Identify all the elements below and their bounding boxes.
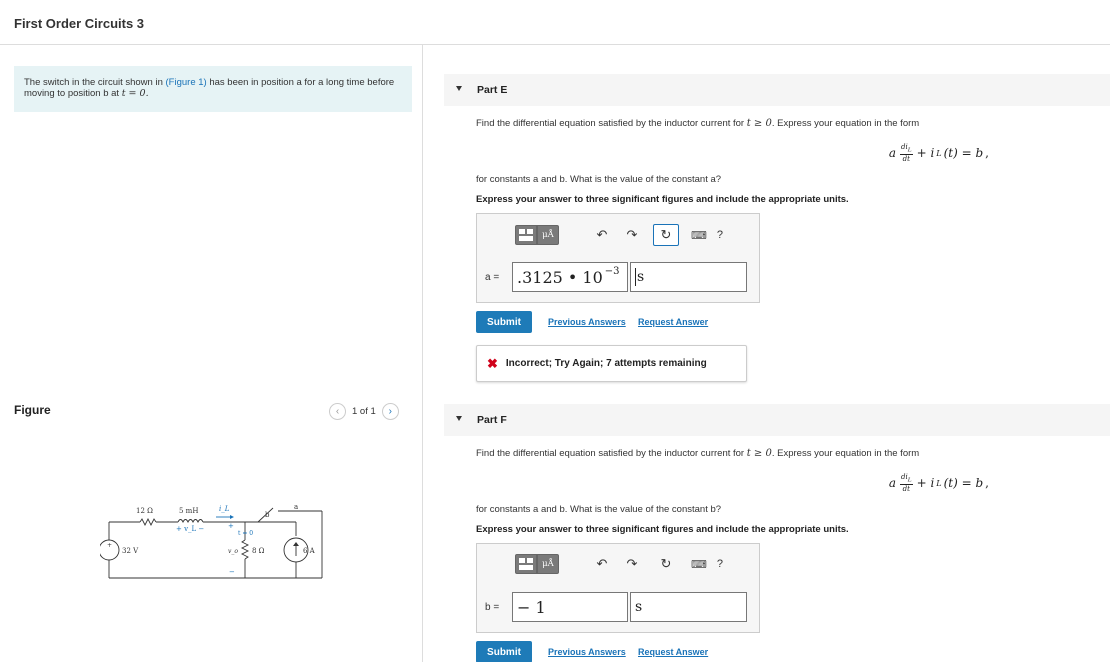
- eq-fraction: [900, 143, 913, 163]
- answer-unit-input[interactable]: [630, 262, 747, 292]
- minus-sign-vo: −: [229, 568, 235, 576]
- error-x-icon: ✖: [487, 355, 498, 371]
- eq-a: a: [888, 476, 896, 491]
- part-f-label: Part F: [477, 414, 507, 426]
- reset-icon[interactable]: ↻: [653, 224, 679, 246]
- keyboard-icon[interactable]: ⌨: [691, 229, 707, 242]
- eq-num: di: [900, 143, 908, 151]
- templates-icon: [519, 558, 533, 570]
- eq-den: dt: [902, 485, 910, 494]
- collapse-caret-icon[interactable]: [456, 416, 462, 421]
- vo-label: v_o: [228, 548, 239, 555]
- switch-b-label: b: [265, 511, 270, 519]
- previous-answers-link-f[interactable]: Previous Answers: [548, 647, 626, 657]
- q-intro: Find the differential equation satisfied by the inductor current for: [476, 448, 747, 459]
- part-e-instruction: Express your answer to three significant figures and include the appropriate units.: [476, 194, 849, 205]
- answer-value-text: .3125 • 10: [517, 267, 603, 287]
- next-figure-button[interactable]: ›: [382, 403, 399, 420]
- switch-a-label: a: [294, 503, 299, 511]
- eq-tail: (t) = b: [943, 476, 984, 491]
- answer-value-text: − 1: [517, 597, 546, 617]
- switch-time-label: t = 0: [238, 530, 254, 537]
- part-f-equation: [889, 473, 989, 493]
- redo-icon[interactable]: ↷: [626, 227, 638, 242]
- templates-button[interactable]: [515, 225, 537, 245]
- intro-text-cont: has been in position a for a long time before moving to position b at: [24, 77, 395, 99]
- q-condition: t ≥ 0: [746, 448, 772, 459]
- templates-button[interactable]: [515, 554, 537, 574]
- title-divider: [0, 44, 1110, 45]
- eq-num-sub: L: [907, 477, 912, 484]
- answer-value-input[interactable]: [512, 262, 628, 292]
- part-e-answer-panel: [476, 213, 760, 303]
- answer-value-input[interactable]: [512, 592, 628, 622]
- eq-rest: + i: [916, 476, 935, 491]
- part-e-label: Part E: [477, 84, 508, 96]
- answer-label-b: b =: [485, 602, 500, 613]
- units-button[interactable]: μÅ: [537, 554, 559, 574]
- answer-unit-text: s: [635, 599, 643, 615]
- figure-link[interactable]: (Figure 1): [165, 77, 207, 88]
- eq-rest-sub: L: [936, 148, 942, 158]
- figure-pager: [329, 403, 399, 420]
- figure-page-count: 1 of 1: [352, 406, 376, 417]
- request-answer-link-f[interactable]: Request Answer: [638, 647, 709, 657]
- intro-time: t = 0.: [121, 88, 149, 99]
- intro-text: The switch in the circuit shown in: [24, 77, 166, 88]
- plus-sign-source: +: [107, 542, 113, 549]
- l1-label: 5 mH: [179, 507, 199, 515]
- keyboard-icon[interactable]: ⌨: [691, 558, 707, 571]
- page-title: First Order Circuits 3: [14, 16, 145, 31]
- submit-button-e[interactable]: Submit: [476, 311, 532, 333]
- eq-a: a: [888, 146, 896, 161]
- units-button[interactable]: μÅ: [537, 225, 559, 245]
- eq-fraction: [900, 473, 913, 493]
- feedback-message: [476, 345, 747, 382]
- previous-answers-link-e[interactable]: Previous Answers: [548, 317, 626, 327]
- answer-label-a: a =: [485, 272, 500, 283]
- part-e-constants-text: for constants a and b. What is the value of the constant a?: [476, 174, 722, 185]
- part-e-header[interactable]: [444, 74, 1110, 106]
- source-v-label: 32 V: [122, 547, 139, 555]
- source-i-label: 6 A: [303, 547, 315, 555]
- q-form: . Express your equation in the form: [771, 118, 920, 129]
- part-f-constants-text: for constants a and b. What is the value of the constant b?: [476, 504, 722, 515]
- part-e-question: [476, 118, 919, 129]
- help-icon[interactable]: ?: [716, 558, 724, 570]
- eq-tail: (t) = b: [943, 146, 984, 161]
- r1-label: 12 Ω: [136, 507, 153, 515]
- part-f-answer-panel: [476, 543, 760, 633]
- q-condition: t ≥ 0: [746, 118, 772, 129]
- part-f-header[interactable]: [444, 404, 1110, 436]
- part-f-question: [476, 448, 919, 459]
- templates-icon: [519, 229, 533, 241]
- eq-num-sub: L: [907, 147, 912, 154]
- eq-rest-sub: L: [936, 478, 942, 488]
- column-divider: [422, 44, 423, 662]
- eq-den: dt: [902, 155, 910, 164]
- redo-icon[interactable]: ↷: [626, 556, 638, 571]
- text-cursor: [635, 268, 636, 286]
- figure-label: Figure: [14, 403, 51, 417]
- eq-comma: ,: [985, 146, 989, 161]
- submit-button-f[interactable]: Submit: [476, 641, 532, 662]
- math-toolbar: [515, 224, 723, 246]
- collapse-caret-icon[interactable]: [456, 86, 462, 91]
- math-toolbar: [515, 554, 723, 574]
- q-intro: Find the differential equation satisfied by the inductor current for: [476, 118, 747, 129]
- q-form: . Express your equation in the form: [771, 448, 920, 459]
- answer-exponent: −3: [604, 265, 620, 277]
- reset-icon[interactable]: ↻: [660, 556, 672, 571]
- eq-num: di: [900, 473, 908, 481]
- undo-icon[interactable]: ↶: [596, 556, 608, 571]
- feedback-text: Incorrect; Try Again; 7 attempts remaining: [505, 358, 707, 369]
- answer-unit-input[interactable]: [630, 592, 747, 622]
- part-e-equation: [889, 143, 989, 163]
- help-icon[interactable]: ?: [716, 229, 724, 241]
- problem-intro: [14, 66, 412, 112]
- plus-sign-vo: +: [228, 522, 234, 530]
- part-f-instruction: Express your answer to three significant figures and include the appropriate units.: [476, 524, 849, 535]
- answer-unit-text: s: [637, 269, 645, 285]
- r2-label: 8 Ω: [252, 547, 265, 555]
- undo-icon[interactable]: ↶: [596, 227, 608, 242]
- il-label: i_L: [219, 505, 230, 513]
- eq-comma: ,: [985, 476, 989, 491]
- eq-rest: + i: [916, 146, 935, 161]
- request-answer-link-e[interactable]: Request Answer: [638, 317, 709, 327]
- prev-figure-button[interactable]: ‹: [329, 403, 346, 420]
- circuit-diagram: [100, 498, 326, 588]
- vl-label: + v_L −: [176, 525, 205, 533]
